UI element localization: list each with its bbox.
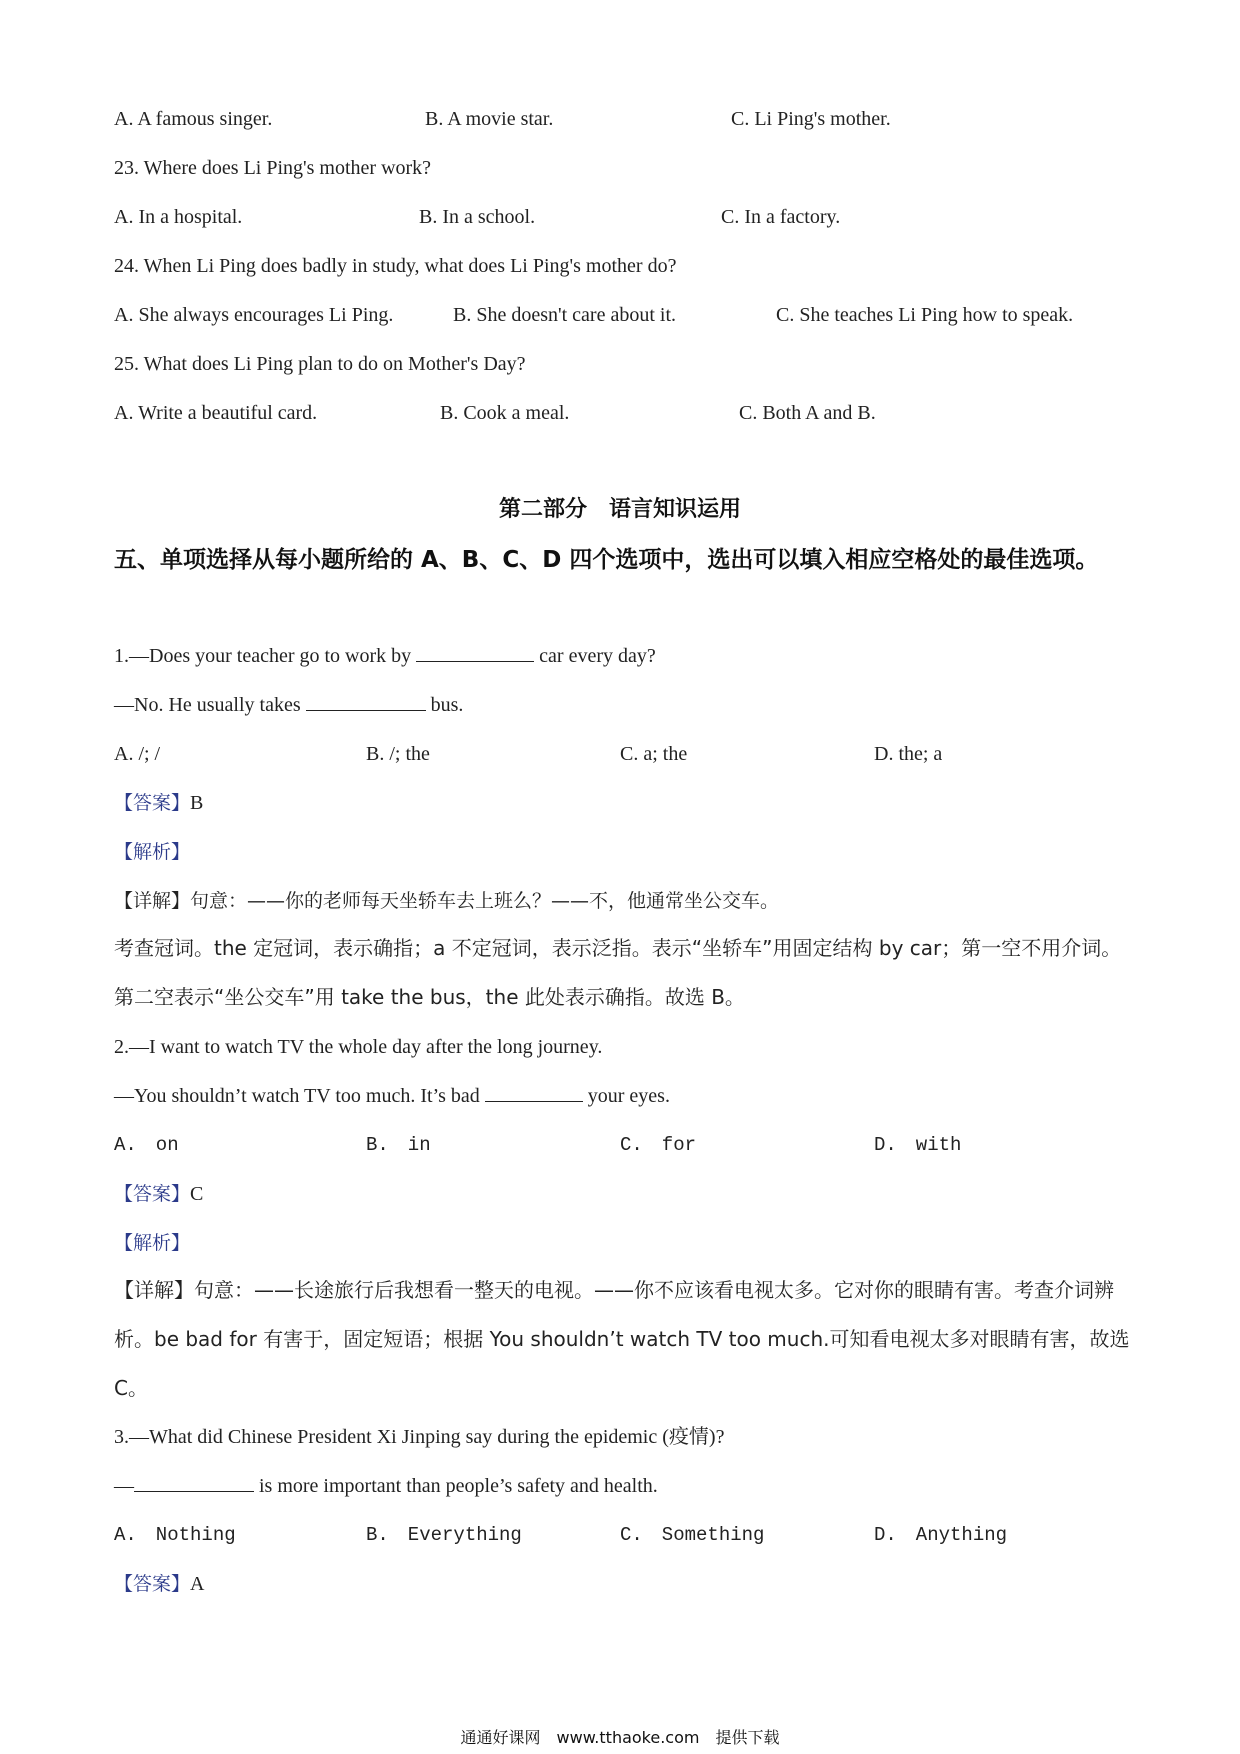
- page-footer: 通通好课网 www.tthaoke.com 提供下载: [460, 1728, 780, 1747]
- q22-option-b: B. A movie star.: [425, 108, 554, 130]
- mc2-line2-text-a: —You shouldn’t watch TV too much. It’s bad: [114, 1085, 485, 1107]
- mc1-detail-text: 句意：——你的老师每天坐轿车去上班么？——不，他通常坐公交车。: [190, 890, 780, 912]
- q23-option-b: B. In a school.: [419, 206, 536, 228]
- mc1-option-b: B. /; the: [366, 743, 430, 765]
- mc3-line2-text-b: is more important than people’s safety and health.: [254, 1475, 658, 1497]
- mc1-answer-value: B: [190, 792, 204, 814]
- mc2-option-c: C. for: [620, 1134, 697, 1156]
- mc1-blank-2: [306, 692, 426, 711]
- mc3-line2: [114, 1473, 658, 1499]
- q24-option-a: A. She always encourages Li Ping.: [114, 304, 394, 326]
- q22-option-c: C. Li Ping's mother.: [731, 108, 891, 130]
- mc2-analysis: [114, 1230, 190, 1256]
- mc1-answer: [114, 790, 203, 816]
- mc3-option-a: A. Nothing: [114, 1524, 236, 1546]
- mc2-option-d: D. with: [874, 1134, 962, 1156]
- q23-option-a: A. In a hospital.: [114, 206, 243, 228]
- mc1-line1: [114, 643, 656, 669]
- mc2-line1: 2.—I want to watch TV the whole day after the long journey.: [114, 1036, 603, 1058]
- analysis-label: 【解析】: [114, 841, 191, 863]
- part-heading: 第二部分 语言知识运用: [498, 497, 741, 522]
- q25-option-c: C. Both A and B.: [739, 402, 876, 424]
- mc1-analysis: [114, 839, 190, 865]
- mc1-detail: [114, 888, 779, 914]
- mc3-line2-text-a: —: [114, 1475, 134, 1497]
- q24-question: 24. When Li Ping does badly in study, what does Li Ping's mother do?: [114, 255, 677, 277]
- mc3-answer-value: A: [190, 1573, 205, 1595]
- answer-label: 【答案】: [114, 1573, 191, 1595]
- mc2-answer: [114, 1181, 203, 1207]
- mc1-line1-text-b: car every day?: [534, 645, 656, 667]
- section-title: 五、单项选择从每小题所给的 A、B、C、D 四个选项中，选出可以填入相应空格处的最佳选项。: [114, 547, 1099, 573]
- answer-label: 【答案】: [114, 792, 191, 814]
- q22-option-a: A. A famous singer.: [114, 108, 273, 130]
- q23-question: 23. Where does Li Ping's mother work?: [114, 157, 432, 179]
- mc1-line1-text-a: 1.—Does your teacher go to work by: [114, 645, 417, 667]
- detail-label: 【详解】: [114, 890, 191, 912]
- mc3-option-d: D. Anything: [874, 1524, 1008, 1546]
- mc1-explanation: 考查冠词。the 定冠词，表示确指；a 不定冠词，表示泛指。表示“坐轿车”用固定结构 by car；第一空不用介词。第二空表示“坐公交车”用 take the bus，the 此处表示确指。故选 B。: [114, 936, 1122, 1009]
- mc2-line2-text-b: your eyes.: [582, 1085, 670, 1107]
- mc1-option-c: C. a; the: [620, 743, 688, 765]
- mc2-option-a: A. on: [114, 1134, 179, 1156]
- mc3-answer: [114, 1571, 204, 1597]
- q25-option-b: B. Cook a meal.: [440, 402, 570, 424]
- mc3-option-c: C. Something: [620, 1524, 765, 1546]
- mc1-option-a: A. /; /: [114, 743, 161, 765]
- mc3-option-b: B. Everything: [366, 1524, 522, 1546]
- mc2-detail: [114, 1266, 1134, 1413]
- mc2-detail-text: 句意：——长途旅行后我想看一整天的电视。——你不应该看电视太多。它对你的眼睛有害。考查介词辨析。be bad for 有害于，固定短语；根据 You shouldn’t watch TV too much.可知看电视太多对眼睛有害，故选 C。: [114, 1278, 1130, 1400]
- q23-option-c: C. In a factory.: [721, 206, 841, 228]
- answer-label: 【答案】: [114, 1183, 191, 1205]
- detail-label: 【详解】: [114, 1278, 194, 1302]
- mc1-blank-1: [416, 643, 534, 662]
- mc2-option-b: B. in: [366, 1134, 431, 1156]
- mc2-line2: [114, 1083, 670, 1109]
- q24-option-c: C. She teaches Li Ping how to speak.: [776, 304, 1074, 326]
- analysis-label: 【解析】: [114, 1232, 191, 1254]
- mc1-line2-text-b: bus.: [425, 694, 464, 716]
- mc1-line2: [114, 692, 463, 718]
- q25-question: 25. What does Li Ping plan to do on Mother's Day?: [114, 353, 526, 375]
- mc1-line2-text-a: —No. He usually takes: [114, 694, 306, 716]
- mc1-option-d: D. the; a: [874, 743, 943, 765]
- mc2-answer-value: C: [190, 1183, 204, 1205]
- q25-option-a: A. Write a beautiful card.: [114, 402, 318, 424]
- q24-option-b: B. She doesn't care about it.: [453, 304, 676, 326]
- mc3-blank: [134, 1473, 254, 1492]
- mc3-line1: 3.—What did Chinese President Xi Jinping say during the epidemic (疫情)?: [114, 1426, 725, 1448]
- mc2-blank: [485, 1083, 583, 1102]
